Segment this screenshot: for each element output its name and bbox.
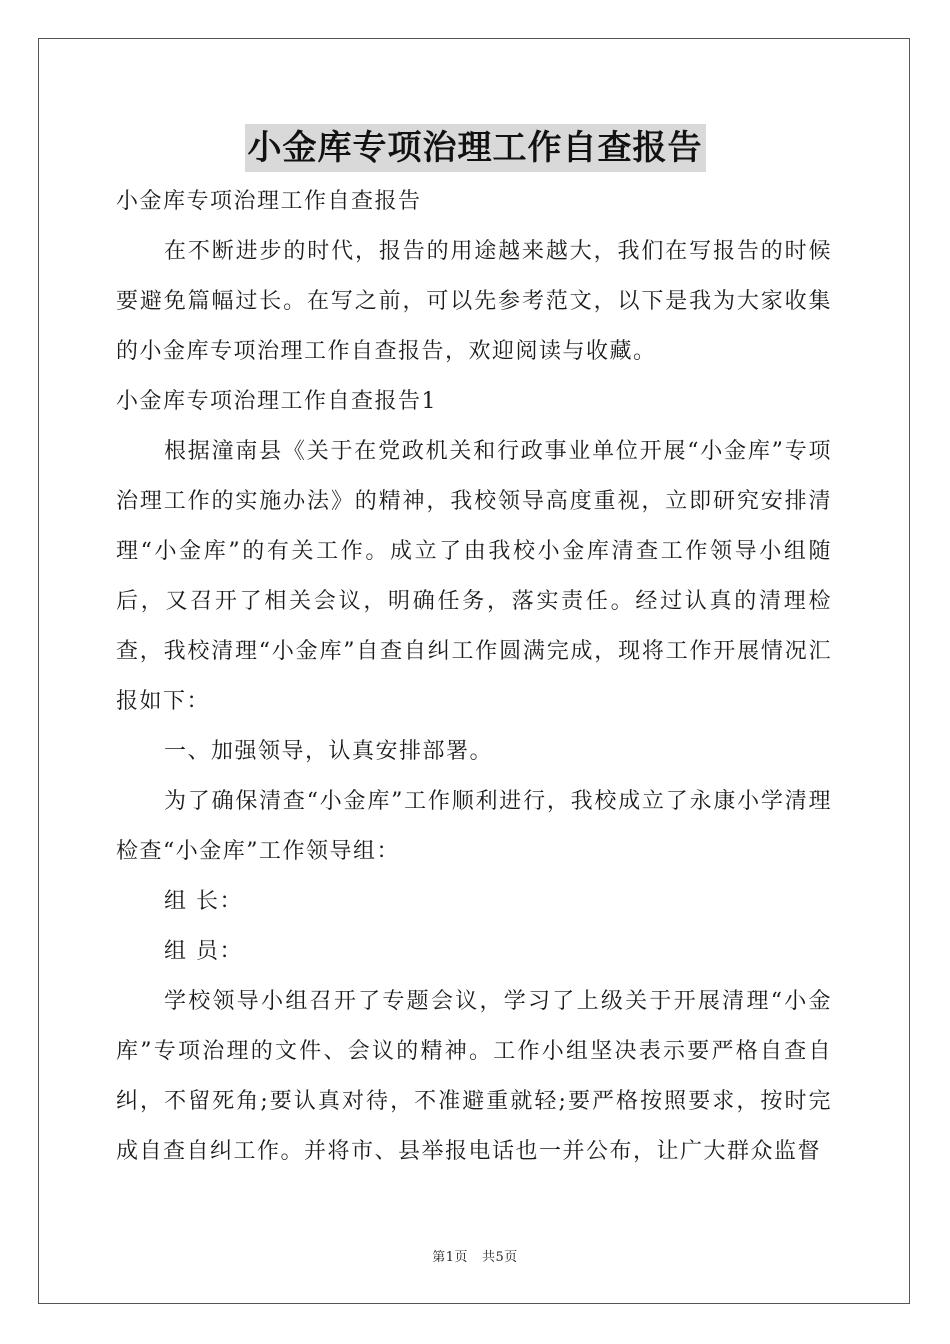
document-title	[0, 124, 950, 172]
section-heading-leadership: 一、加强领导，认真安排部署。	[164, 739, 494, 764]
body-paragraph: 根据潼南县《关于在党政机关和行政事业单位开展“小金库”专项治理工作的实施办法》的精神，我校领导高度重视，立即研究安排清理“小金库”的有关工作。成立了由我校小金库清查工作领导小组随后，又召开了相关会议，明确任务，落实责任。经过认真的清理检查，我校清理“小金库”自查自纠工作圆满完成，现将工作开展情况汇报如下：	[116, 439, 832, 714]
intro-paragraph: 在不断进步的时代，报告的用途越来越大，我们在写报告的时候要避免篇幅过长。在写之前，可以先参考范文，以下是我为大家收集的小金库专项治理工作自查报告，欢迎阅读与收藏。	[116, 239, 832, 364]
body-paragraph: 为了确保清查“小金库”工作顺利进行，我校成立了永康小学清理检查“小金库”工作领导组：	[116, 789, 832, 864]
page-footer	[0, 1246, 950, 1265]
document-body	[116, 177, 832, 1177]
body-paragraph: 学校领导小组召开了专题会议，学习了上级关于开展清理“小金库”专项治理的文件、会议的精神。工作小组坚决表示要严格自查自纠，不留死角;要认真对待，不准避重就轻;要严格按照要求，按时完成自查自纠工作。并将市、县举报电话也一并公布，让广大群众监督	[116, 989, 832, 1164]
group-members-line: 组 员：	[164, 939, 243, 964]
page-number: 第1页	[432, 1250, 468, 1265]
group-leader-line: 组 长：	[164, 889, 243, 914]
section-heading-report-1: 小金库专项治理工作自查报告1	[116, 389, 437, 414]
page-total: 共5页	[482, 1250, 518, 1265]
document-title-text: 小金库专项治理工作自查报告	[245, 124, 706, 172]
subtitle-line: 小金库专项治理工作自查报告	[116, 189, 422, 214]
